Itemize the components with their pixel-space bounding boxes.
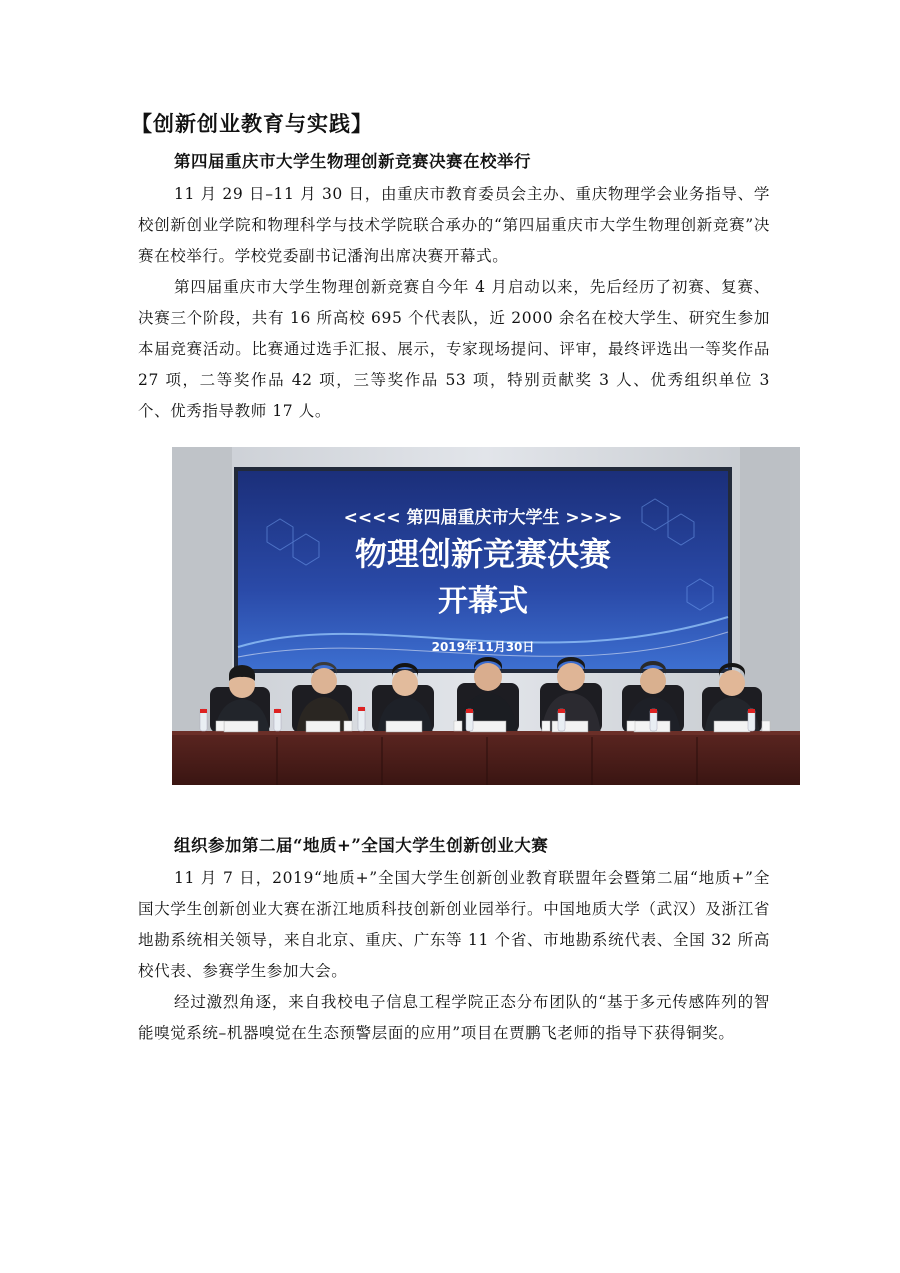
article-paragraph: 11 月 29 日–11 月 30 日，由重庆市教育委员会主办、重庆物理学会业务指导、学校创新创业学院和物理科学与技术学院联合承办的“第四届重庆市大学生物理创新竞赛”决赛在校举行。学校党委副书记潘洵出席决赛开幕式。 <box>138 185 770 265</box>
article-physics-competition <box>138 145 770 427</box>
banner-line3: 开幕式 <box>438 584 528 619</box>
banner-date: 2019年11月30日 <box>431 640 535 654</box>
article-title: 第四届重庆市大学生物理创新竞赛决赛在校举行 <box>174 152 531 171</box>
opening-ceremony-photo <box>172 447 800 785</box>
article-paragraph: 11 月 7 日，2019“地质+”全国大学生创新创业教育联盟年会暨第二届“地质+”全国大学生创新创业大赛在浙江地质科技创新创业园举行。中国地质大学（武汉）及浙江省地勘系统相关领导，来自北京、重庆、广东等 11 个省、市地勘系统代表、全国 32 所高校代表、参赛学生参加大会。 <box>138 869 770 980</box>
banner-line2: 物理创新竞赛决赛 <box>354 535 612 573</box>
article-paragraph: 第四届重庆市大学生物理创新竞赛自今年 4 月启动以来，先后经历了初赛、复赛、决赛三个阶段，共有 16 所高校 695 个代表队，近 2000 余名在校大学生、研究生参加本届竞赛活动。比赛通过选手汇报、展示，专家现场提问、评审，最终评选出一等奖作品 27 项，二等奖作品 42 项，三等奖作品 53 项，特别贡献奖 3 人、优秀组织单位 3 个、优秀指导教师 17 人。 <box>138 278 770 420</box>
banner-line1: <<<< 第四届重庆市大学生 >>>> <box>343 508 623 528</box>
section-heading: 【创新创业教育与实践】 <box>131 112 373 136</box>
article-paragraph: 经过激烈角逐，来自我校电子信息工程学院正态分布团队的“基于多元传感阵列的智能嗅觉系统–机器嗅觉在生态预警层面的应用”项目在贾鹏飞老师的指导下获得铜奖。 <box>138 993 770 1042</box>
article-title: 组织参加第二届“地质+”全国大学生创新创业大赛 <box>174 836 549 855</box>
conference-table <box>172 733 800 785</box>
article-geology-competition <box>138 829 770 1049</box>
